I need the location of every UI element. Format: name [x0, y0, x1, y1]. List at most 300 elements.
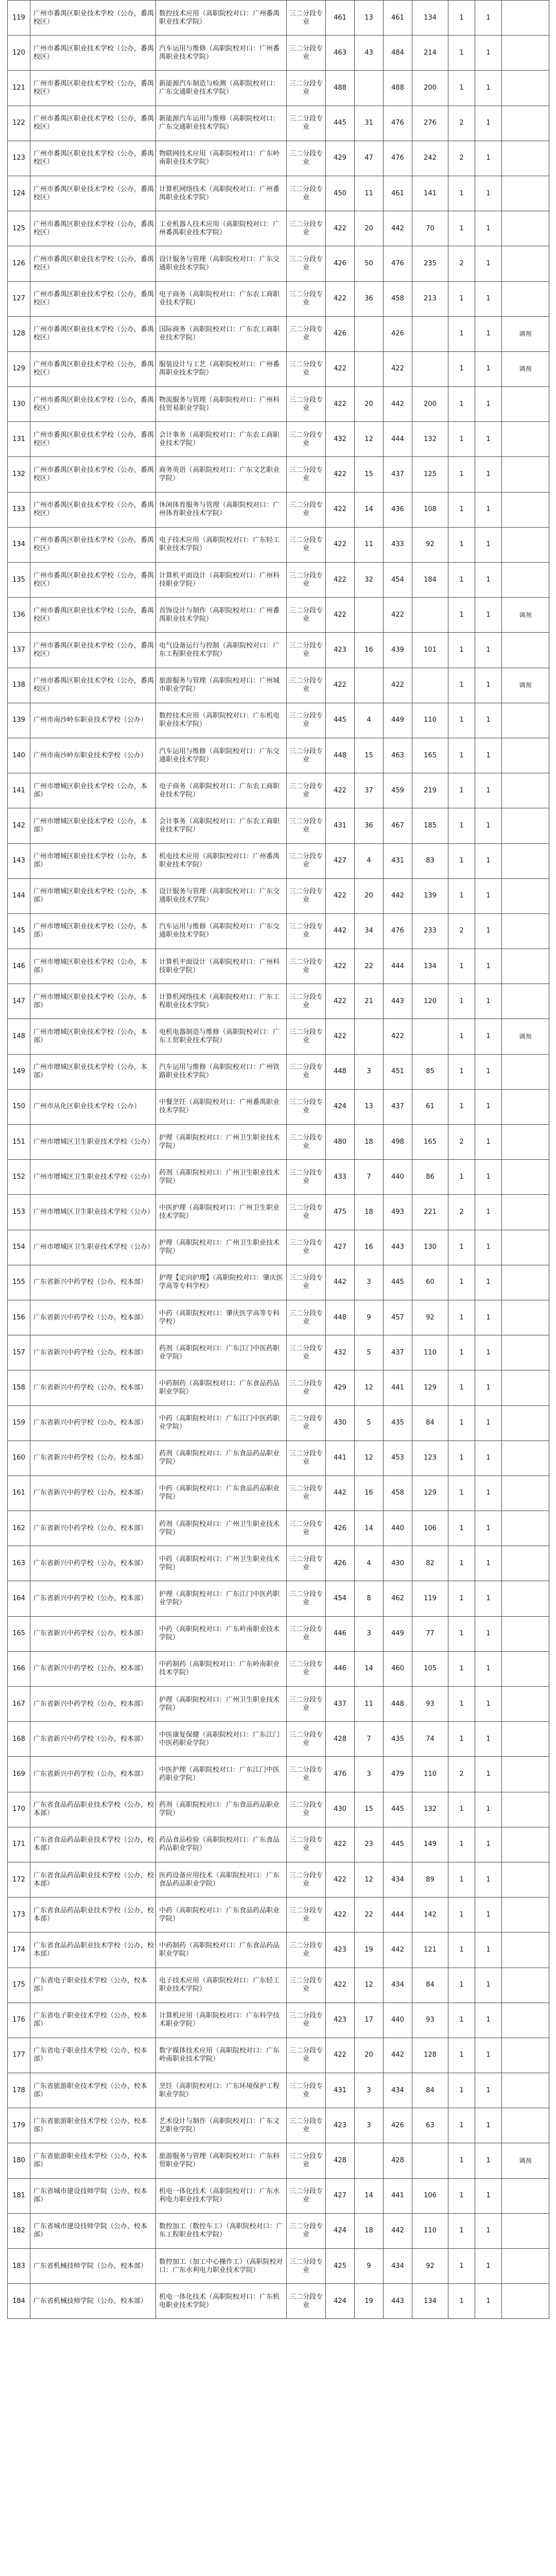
school-choice-seq: 2	[448, 913, 475, 948]
major-name: 物联网技术应用（高职院校对口：广东岭南职业技术学院）	[156, 141, 287, 176]
school-choice-seq: 1	[448, 457, 475, 492]
school-choice-seq: 1	[448, 1089, 475, 1124]
school-choice-seq: 1	[448, 176, 475, 211]
bonus: 11	[355, 1687, 384, 1722]
table-row	[8, 1687, 549, 1722]
major-type: 三二分段专业	[287, 1757, 326, 1792]
min-score: 430	[326, 1405, 355, 1440]
row-number: 126	[8, 246, 30, 281]
school-name: 广州市番禺区职业技术学校（公办，番禺校区）	[30, 457, 156, 492]
school-name: 广州市番禺区职业技术学校（公办，番禺校区）	[30, 527, 156, 562]
major-type: 三二分段专业	[287, 2038, 326, 2073]
major-name: 休闲体育服务与管理（高职院校对口：广州体育职业技术学院）	[156, 492, 287, 527]
table-row	[8, 2284, 549, 2319]
same-score-seq: 93	[412, 1687, 448, 1722]
major-name: 护理（高职院校对口：广州卫生职业技术学院）	[156, 1687, 287, 1722]
major-name: 电子商务（高职院校对口：广东农工商职业技术学院）	[156, 281, 287, 316]
rank-score: 476	[384, 141, 412, 176]
same-score-seq: 134	[412, 1, 448, 36]
major-choice-seq: 1	[475, 1054, 502, 1089]
major-name: 中药（高职院校对口：广州卫生职业技术学院）	[156, 1546, 287, 1581]
bonus: 12	[355, 1968, 384, 2003]
major-choice-seq: 1	[475, 1476, 502, 1511]
same-score-seq: 82	[412, 1546, 448, 1581]
min-score: 422	[326, 1019, 355, 1054]
row-number: 170	[8, 1792, 30, 1827]
same-score-seq: 219	[412, 773, 448, 808]
row-number: 160	[8, 1440, 30, 1476]
school-name: 广东省新兴中药学校（公办，校本部）	[30, 1722, 156, 1757]
row-number: 145	[8, 913, 30, 948]
row-number: 135	[8, 563, 30, 598]
rank-score: 443	[384, 1230, 412, 1265]
major-choice-seq: 1	[475, 1897, 502, 1933]
school-choice-seq: 1	[448, 1054, 475, 1089]
major-choice-seq: 1	[475, 1862, 502, 1897]
rank-score: 448	[384, 1687, 412, 1722]
table-row	[8, 457, 549, 492]
major-name: 工业机器人技术应用（高职院校对口：广州番禺职业技术学院）	[156, 211, 287, 246]
table-row	[8, 141, 549, 176]
row-number: 158	[8, 1370, 30, 1405]
school-choice-seq: 1	[448, 2108, 475, 2143]
same-score-seq: 60	[412, 1265, 448, 1300]
school-name: 广东省旅游职业技术学校（公办，校本部）	[30, 2108, 156, 2143]
remark-cell	[502, 2003, 549, 2038]
major-choice-seq: 1	[475, 878, 502, 913]
major-choice-seq: 1	[475, 1370, 502, 1405]
major-type: 三二分段专业	[287, 949, 326, 984]
table-body	[8, 1, 549, 2319]
major-type: 三二分段专业	[287, 246, 326, 281]
major-name: 护理（高职院校对口：广州卫生职业技术学院）	[156, 1230, 287, 1265]
min-score: 445	[326, 106, 355, 141]
school-choice-seq: 1	[448, 1, 475, 36]
bonus: 13	[355, 1, 384, 36]
major-type: 三二分段专业	[287, 878, 326, 913]
table-row	[8, 246, 549, 281]
major-choice-seq: 1	[475, 808, 502, 843]
rank-score: 444	[384, 422, 412, 457]
table-row	[8, 176, 549, 211]
rank-score: 444	[384, 949, 412, 984]
remark-cell	[502, 2249, 549, 2284]
table-row	[8, 1160, 549, 1195]
major-type: 三二分段专业	[287, 1546, 326, 1581]
major-name: 旅游服务与管理（高职院校对口：广州城市职业学院）	[156, 668, 287, 703]
bonus: 4	[355, 1546, 384, 1581]
table-row	[8, 1265, 549, 1300]
rank-score: 435	[384, 1405, 412, 1440]
school-choice-seq: 1	[448, 1405, 475, 1440]
major-name: 数字媒体技术应用（高职院校对口：广东岭南职业技术学院）	[156, 2038, 287, 2073]
major-choice-seq: 1	[475, 1, 502, 36]
remark-cell	[502, 1757, 549, 1792]
major-type: 三二分段专业	[287, 633, 326, 668]
bonus: 8	[355, 1581, 384, 1616]
min-score: 426	[326, 1546, 355, 1581]
row-number: 155	[8, 1265, 30, 1300]
same-score-seq: 84	[412, 2073, 448, 2108]
major-choice-seq: 1	[475, 2003, 502, 2038]
remark-cell	[502, 984, 549, 1019]
row-number: 161	[8, 1476, 30, 1511]
major-name: 设计服务与管理（高职院校对口：广东交通职业技术学院）	[156, 246, 287, 281]
remark-cell	[502, 1968, 549, 2003]
major-choice-seq: 1	[475, 422, 502, 457]
major-type: 三二分段专业	[287, 1160, 326, 1195]
rank-score: 498	[384, 1125, 412, 1160]
table-row	[8, 1757, 549, 1792]
row-number: 176	[8, 2003, 30, 2038]
table-row	[8, 36, 549, 71]
major-choice-seq: 1	[475, 1616, 502, 1651]
row-number: 165	[8, 1616, 30, 1651]
table-row	[8, 1195, 549, 1230]
school-choice-seq: 1	[448, 492, 475, 527]
table-row	[8, 2073, 549, 2108]
min-score: 446	[326, 1616, 355, 1651]
rank-score: 461	[384, 176, 412, 211]
table-row	[8, 2143, 549, 2178]
major-name: 计算机平面设计（高职院校对口：广州科技职业学院）	[156, 563, 287, 598]
row-number: 178	[8, 2073, 30, 2108]
table-row	[8, 1440, 549, 1476]
school-name: 广州市番禺区职业技术学校（公办，番禺校区）	[30, 176, 156, 211]
rank-score: 441	[384, 2178, 412, 2213]
table-row	[8, 633, 549, 668]
major-type: 三二分段专业	[287, 1968, 326, 2003]
major-type: 三二分段专业	[287, 422, 326, 457]
rank-score: 437	[384, 457, 412, 492]
school-name: 广州市增城区职业技术学校（公办，本部）	[30, 843, 156, 878]
remark-cell: 调剂	[502, 598, 549, 633]
school-choice-seq: 1	[448, 1827, 475, 1862]
min-score: 426	[326, 316, 355, 351]
school-choice-seq: 1	[448, 1616, 475, 1651]
major-type: 三二分段专业	[287, 1687, 326, 1722]
row-number: 183	[8, 2249, 30, 2284]
rank-score: 442	[384, 387, 412, 422]
major-choice-seq: 1	[475, 246, 502, 281]
major-choice-seq: 1	[475, 1933, 502, 1968]
bonus: 14	[355, 2178, 384, 2213]
major-name: 商务英语（高职院校对口：广东文艺职业学院）	[156, 457, 287, 492]
min-score: 488	[326, 71, 355, 106]
major-type: 三二分段专业	[287, 1195, 326, 1230]
rank-score: 488	[384, 71, 412, 106]
major-choice-seq: 1	[475, 1651, 502, 1686]
rank-score: 457	[384, 1300, 412, 1335]
table-row	[8, 2108, 549, 2143]
same-score-seq: 106	[412, 1511, 448, 1546]
major-type: 三二分段专业	[287, 563, 326, 598]
bonus: 7	[355, 1722, 384, 1757]
major-choice-seq: 1	[475, 387, 502, 422]
school-name: 广州市番禺区职业技术学校（公办，番禺校区）	[30, 387, 156, 422]
table-row	[8, 2003, 549, 2038]
school-choice-seq: 1	[448, 36, 475, 71]
rank-score: 440	[384, 2003, 412, 2038]
major-choice-seq: 1	[475, 1827, 502, 1862]
rank-score: 435	[384, 1722, 412, 1757]
table-row	[8, 703, 549, 738]
same-score-seq: 105	[412, 1651, 448, 1686]
row-number: 139	[8, 703, 30, 738]
table-row	[8, 1546, 549, 1581]
same-score-seq: 74	[412, 1722, 448, 1757]
row-number: 130	[8, 387, 30, 422]
remark-cell	[502, 1195, 549, 1230]
rank-score: 493	[384, 1195, 412, 1230]
major-name: 机电技术应用（高职院校对口：广州番禺职业技术学院）	[156, 843, 287, 878]
bonus: 18	[355, 2213, 384, 2248]
rank-score: 439	[384, 633, 412, 668]
same-score-seq: 92	[412, 527, 448, 562]
school-choice-seq: 1	[448, 633, 475, 668]
school-name: 广州市南沙岭东职业技术学校（公办）	[30, 738, 156, 773]
major-choice-seq: 1	[475, 1722, 502, 1757]
min-score: 450	[326, 176, 355, 211]
table-row	[8, 316, 549, 351]
same-score-seq: 142	[412, 1897, 448, 1933]
remark-cell	[502, 633, 549, 668]
major-type: 三二分段专业	[287, 387, 326, 422]
school-name: 广东省食品药品职业技术学校（公办，校本部）	[30, 1897, 156, 1933]
school-choice-seq: 1	[448, 1160, 475, 1195]
major-type: 三二分段专业	[287, 984, 326, 1019]
same-score-seq: 132	[412, 1792, 448, 1827]
same-score-seq	[412, 598, 448, 633]
major-name: 护理（高职院校对口：广东江门中医药职业学院）	[156, 1581, 287, 1616]
bonus: 15	[355, 457, 384, 492]
rank-score: 445	[384, 1792, 412, 1827]
same-score-seq: 121	[412, 1933, 448, 1968]
row-number: 147	[8, 984, 30, 1019]
bonus: 32	[355, 563, 384, 598]
rank-score: 461	[384, 1, 412, 36]
same-score-seq: 84	[412, 1968, 448, 2003]
min-score: 422	[326, 387, 355, 422]
bonus: 9	[355, 1300, 384, 1335]
min-score: 427	[326, 1230, 355, 1265]
rank-score: 451	[384, 1054, 412, 1089]
school-name: 广东省新兴中药学校（公办，校本部）	[30, 1651, 156, 1686]
major-type: 三二分段专业	[287, 316, 326, 351]
major-choice-seq: 1	[475, 2249, 502, 2284]
school-name: 广州市增城区职业技术学校（公办，本部）	[30, 808, 156, 843]
major-type: 三二分段专业	[287, 36, 326, 71]
same-score-seq	[412, 2143, 448, 2178]
min-score: 454	[326, 1581, 355, 1616]
row-number: 177	[8, 2038, 30, 2073]
remark-cell	[502, 949, 549, 984]
major-type: 三二分段专业	[287, 457, 326, 492]
same-score-seq: 200	[412, 387, 448, 422]
remark-cell	[502, 2073, 549, 2108]
major-type: 三二分段专业	[287, 1581, 326, 1616]
school-name: 广东省食品药品职业技术学校（公办，校本部）	[30, 1862, 156, 1897]
row-number: 141	[8, 773, 30, 808]
row-number: 142	[8, 808, 30, 843]
major-name: 中药制药（高职院校对口：广东岭南职业技术学院）	[156, 1651, 287, 1686]
school-name: 广州市增城区卫生职业技术学校（公办）	[30, 1125, 156, 1160]
remark-cell	[502, 913, 549, 948]
bonus: 14	[355, 492, 384, 527]
school-name: 广州市番禺区职业技术学校（公办，番禺校区）	[30, 598, 156, 633]
same-score-seq: 77	[412, 1616, 448, 1651]
bonus: 47	[355, 141, 384, 176]
row-number: 134	[8, 527, 30, 562]
school-choice-seq: 1	[448, 949, 475, 984]
row-number: 148	[8, 1019, 30, 1054]
same-score-seq: 149	[412, 1827, 448, 1862]
school-name: 广州市番禺区职业技术学校（公办，番禺校区）	[30, 492, 156, 527]
min-score: 445	[326, 703, 355, 738]
remark-cell	[502, 878, 549, 913]
remark-cell: 调剂	[502, 1019, 549, 1054]
major-type: 三二分段专业	[287, 843, 326, 878]
major-type: 三二分段专业	[287, 1722, 326, 1757]
rank-score: 458	[384, 281, 412, 316]
school-name: 广东省电子职业技术学校（公办，校本部）	[30, 1968, 156, 2003]
row-number: 149	[8, 1054, 30, 1089]
min-score: 426	[326, 1511, 355, 1546]
min-score: 426	[326, 246, 355, 281]
bonus: 19	[355, 2284, 384, 2319]
school-choice-seq: 1	[448, 1370, 475, 1405]
rank-score: 479	[384, 1757, 412, 1792]
rank-score: 467	[384, 808, 412, 843]
table-row	[8, 211, 549, 246]
min-score: 431	[326, 808, 355, 843]
remark-cell	[502, 1511, 549, 1546]
major-choice-seq: 1	[475, 843, 502, 878]
school-choice-seq: 1	[448, 2249, 475, 2284]
school-name: 广州市增城区职业技术学校（公办，本部）	[30, 1019, 156, 1054]
major-choice-seq: 1	[475, 1230, 502, 1265]
remark-cell	[502, 1230, 549, 1265]
major-choice-seq: 1	[475, 71, 502, 106]
min-score: 422	[326, 1897, 355, 1933]
table-row	[8, 843, 549, 878]
major-choice-seq: 1	[475, 703, 502, 738]
major-name: 汽车运用与维修（高职院校对口：广东交通职业技术学院）	[156, 738, 287, 773]
school-choice-seq: 1	[448, 281, 475, 316]
table-row	[8, 738, 549, 773]
bonus: 3	[355, 1757, 384, 1792]
min-score: 432	[326, 1335, 355, 1370]
bonus	[355, 598, 384, 633]
school-name: 广州市番禺区职业技术学校（公办，番禺校区）	[30, 36, 156, 71]
table-row	[8, 422, 549, 457]
table-row	[8, 598, 549, 633]
major-type: 三二分段专业	[287, 1, 326, 36]
major-name: 中药（高职院校对口：肇庆医学高等专科学校）	[156, 1300, 287, 1335]
table-row	[8, 1722, 549, 1757]
major-name: 中药（高职院校对口：广东江门中医药职业学院）	[156, 1405, 287, 1440]
same-score-seq: 129	[412, 1476, 448, 1511]
admission-table-wrapper	[7, 0, 549, 2319]
rank-score: 426	[384, 2108, 412, 2143]
row-number: 156	[8, 1300, 30, 1335]
same-score-seq: 101	[412, 633, 448, 668]
remark-cell: 调剂	[502, 351, 549, 386]
min-score: 427	[326, 2178, 355, 2213]
bonus: 12	[355, 1862, 384, 1897]
same-score-seq: 110	[412, 1757, 448, 1792]
min-score: 422	[326, 351, 355, 386]
major-name: 护理【定向护理】（高职院校对口：肇庆医学高等专科学校）	[156, 1265, 287, 1300]
bonus: 3	[355, 2108, 384, 2143]
table-row	[8, 1616, 549, 1651]
major-choice-seq: 1	[475, 1968, 502, 2003]
bonus: 20	[355, 878, 384, 913]
row-number: 174	[8, 1933, 30, 1968]
min-score: 422	[326, 878, 355, 913]
remark-cell	[502, 1440, 549, 1476]
min-score: 428	[326, 2143, 355, 2178]
major-name: 数控加工（数控车工）（高职院校对口：广东工程职业技术学院）	[156, 2213, 287, 2248]
min-score: 423	[326, 2003, 355, 2038]
major-type: 三二分段专业	[287, 808, 326, 843]
min-score: 422	[326, 563, 355, 598]
school-name: 广东省新兴中药学校（公办，校本部）	[30, 1476, 156, 1511]
major-name: 中医护理（高职院校对口：广州卫生职业技术学院）	[156, 1195, 287, 1230]
row-number: 173	[8, 1897, 30, 1933]
bonus: 7	[355, 1160, 384, 1195]
school-choice-seq: 1	[448, 2213, 475, 2248]
same-score-seq: 106	[412, 2178, 448, 2213]
major-type: 三二分段专业	[287, 106, 326, 141]
rank-score: 476	[384, 913, 412, 948]
major-name: 数控技术应用（高职院校对口：广东机电职业技术学院）	[156, 703, 287, 738]
major-name: 计算机网络技术（高职院校对口：广州番禺职业技术学院）	[156, 176, 287, 211]
major-choice-seq: 1	[475, 1546, 502, 1581]
school-name: 广东省新兴中药学校（公办，校本部）	[30, 1546, 156, 1581]
table-row	[8, 2178, 549, 2213]
same-score-seq: 134	[412, 949, 448, 984]
row-number: 144	[8, 878, 30, 913]
row-number: 128	[8, 316, 30, 351]
major-type: 三二分段专业	[287, 1933, 326, 1968]
major-type: 三二分段专业	[287, 2213, 326, 2248]
school-choice-seq: 1	[448, 2284, 475, 2319]
major-choice-seq: 1	[475, 141, 502, 176]
table-row	[8, 773, 549, 808]
school-choice-seq: 1	[448, 1335, 475, 1370]
rank-score: 442	[384, 2213, 412, 2248]
major-type: 三二分段专业	[287, 2143, 326, 2178]
rank-score: 443	[384, 2284, 412, 2319]
bonus	[355, 2143, 384, 2178]
major-type: 三二分段专业	[287, 492, 326, 527]
school-name: 广州市从化区职业技术学校（公办）	[30, 1089, 156, 1124]
major-name: 电子技术应用（高职院校对口：广东轻工职业技术学院）	[156, 1968, 287, 2003]
school-name: 广东省新兴中药学校（公办，校本部）	[30, 1440, 156, 1476]
row-number: 138	[8, 668, 30, 703]
min-score: 422	[326, 281, 355, 316]
bonus	[355, 71, 384, 106]
row-number: 119	[8, 1, 30, 36]
min-score: 422	[326, 492, 355, 527]
min-score: 446	[326, 1651, 355, 1686]
remark-cell	[502, 176, 549, 211]
school-choice-seq: 2	[448, 106, 475, 141]
bonus: 37	[355, 773, 384, 808]
major-choice-seq: 1	[475, 1265, 502, 1300]
school-name: 广州市番禺区职业技术学校（公办，番禺校区）	[30, 563, 156, 598]
